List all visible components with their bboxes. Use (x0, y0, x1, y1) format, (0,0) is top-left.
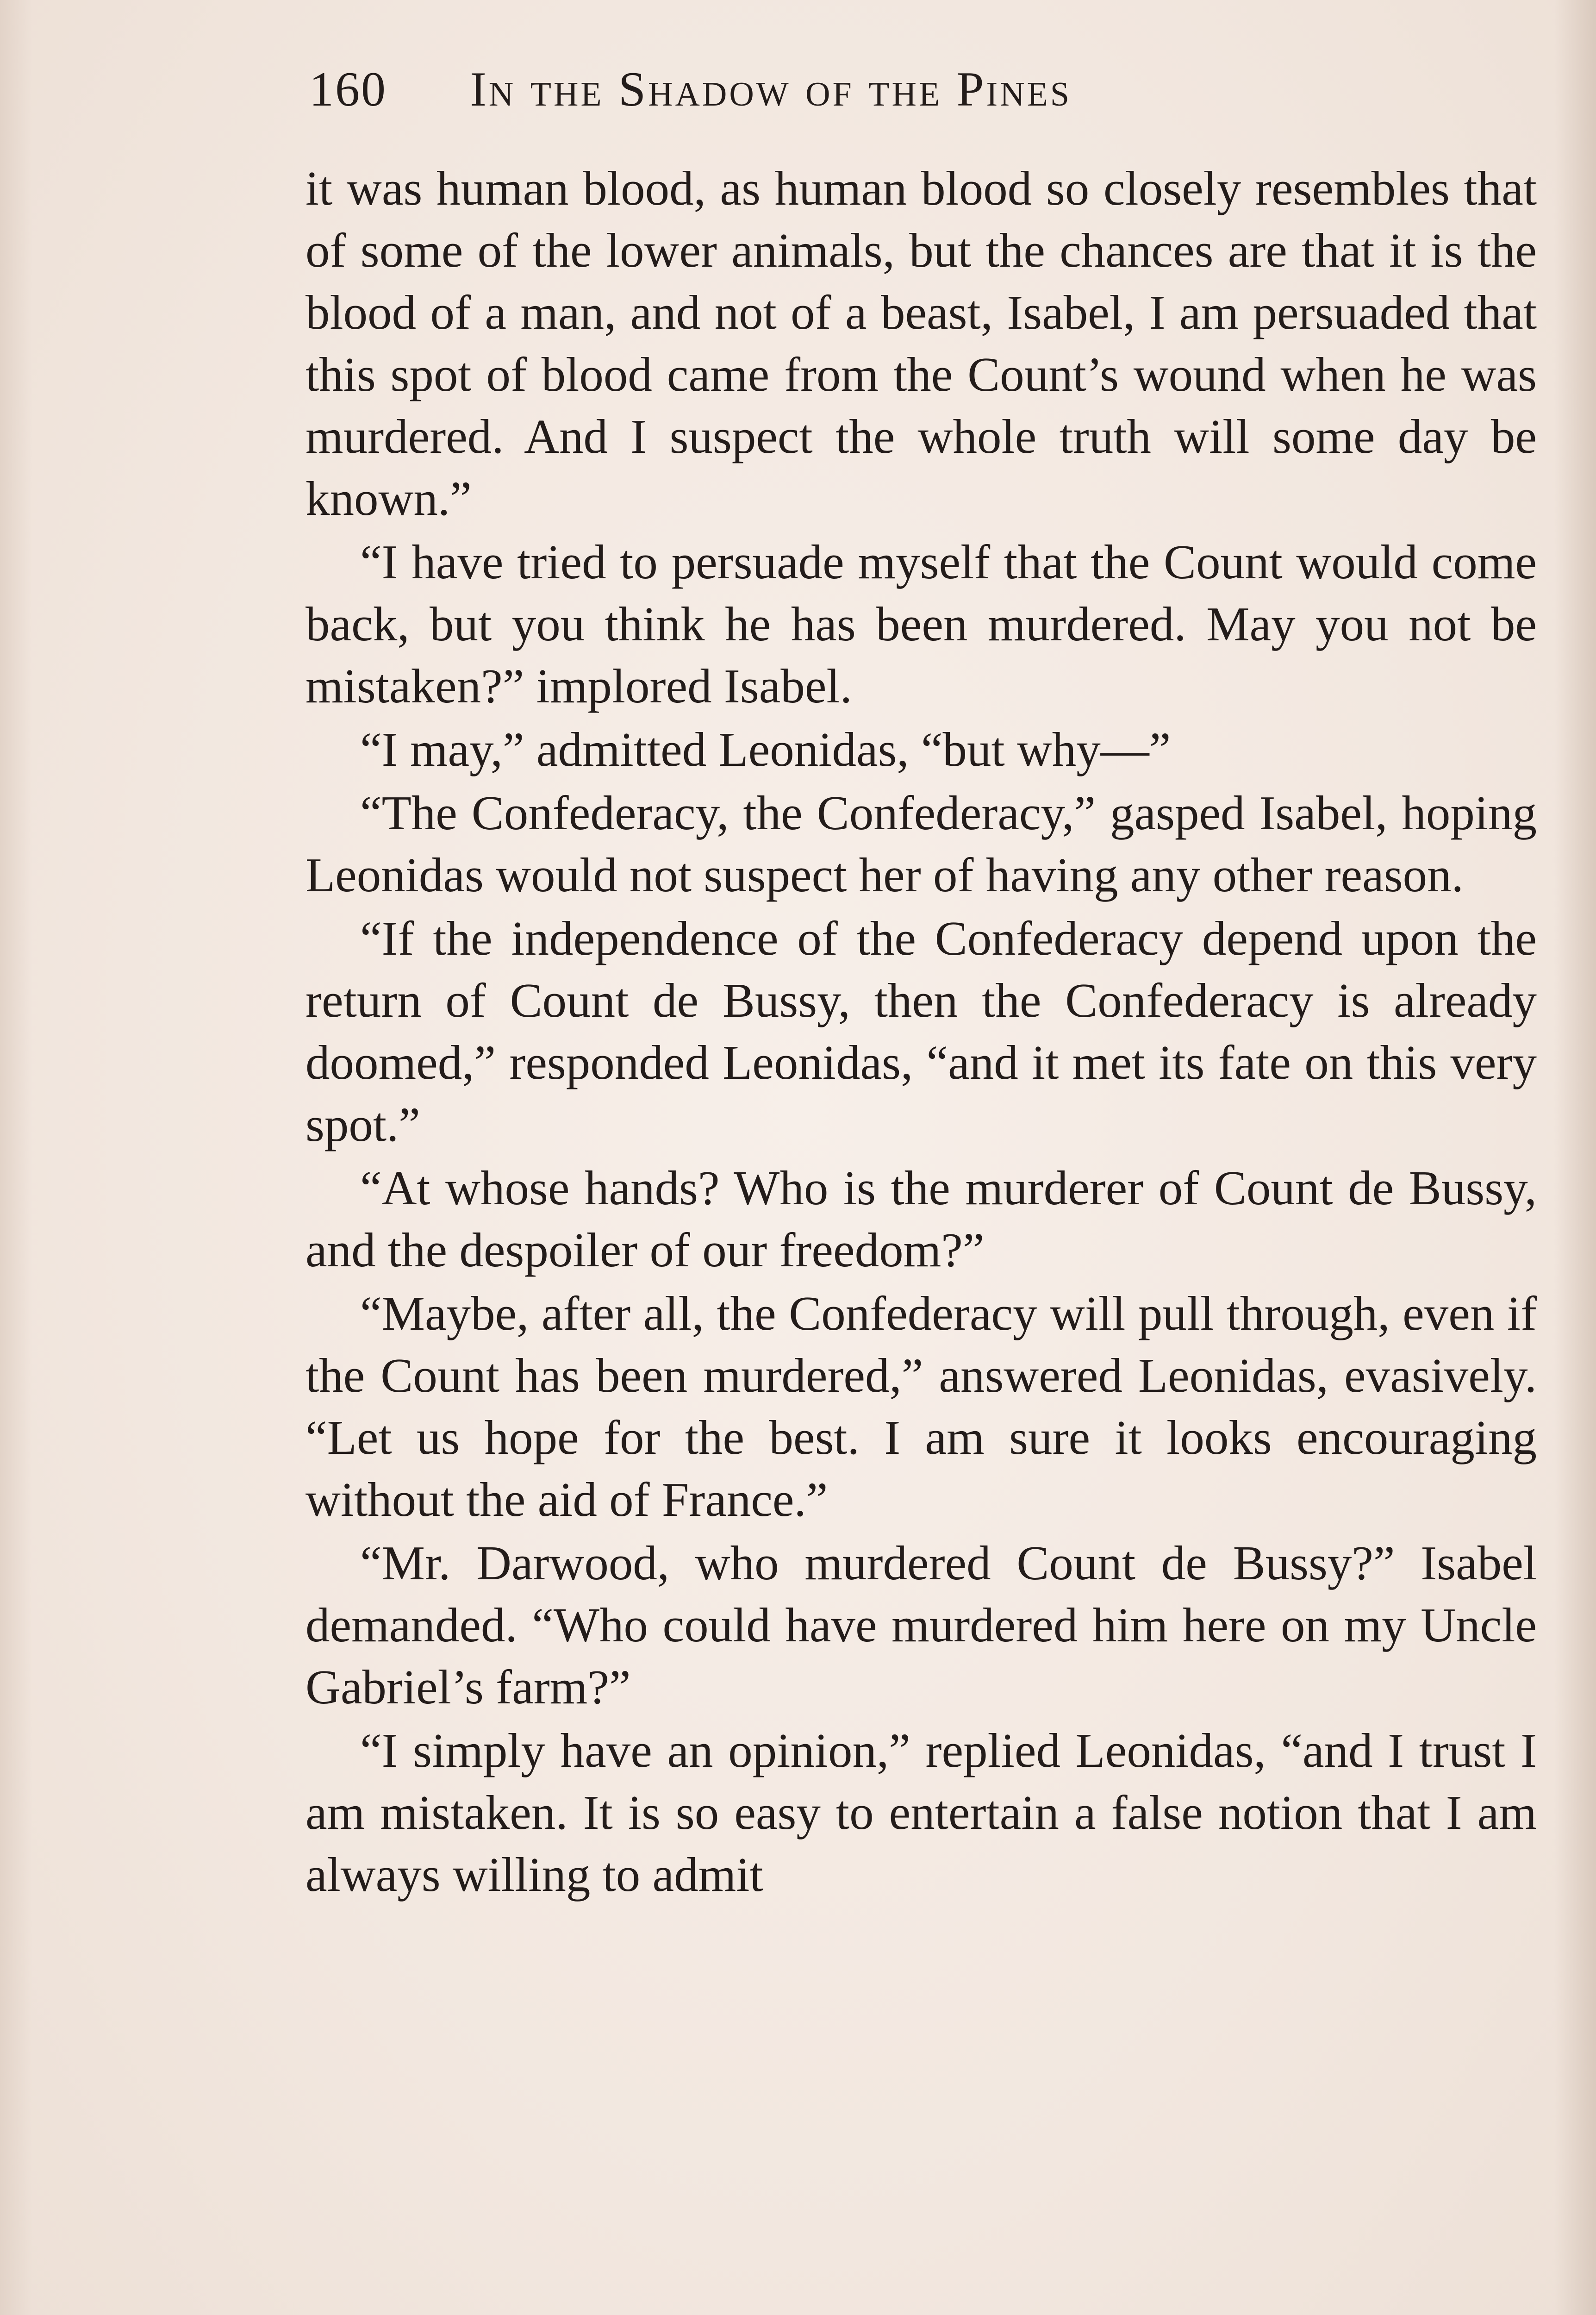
running-head (309, 55, 1328, 124)
paragraph: “Maybe, after all, the Confederacy will pull through, even if the Count has been murdered,” answered Leonidas, evasively. “Let us hope for the best. I am sure it looks encouraging without the aid of France.” (305, 1286, 1537, 1527)
paragraph: “I may,” admitted Leonidas, “but why—” (360, 722, 1171, 776)
paper-edge-shadow-right (1554, 0, 1596, 2315)
paragraph: “If the independence of the Confederacy depend upon the return of Count de Bussy, then the Confederacy is already doomed,” responded Leonidas, “and it met its fate on this very spot.” (305, 911, 1537, 1151)
paragraph: “I have tried to persuade myself that the Count would come back, but you think he has been murdered. May you not be mistaken?” implored Isabel. (305, 535, 1537, 713)
paragraph: “I simply have an opinion,” replied Leonidas, “and I trust I am mistaken. It is so easy to entertain a false notion that I am always willing to admit (305, 1723, 1537, 1902)
body-text (305, 157, 1537, 1907)
paragraph: “At whose hands? Who is the murderer of Count de Bussy, and the despoiler of our freedom?” (305, 1161, 1537, 1277)
paragraph: “The Confederacy, the Confederacy,” gasped Isabel, hoping Leonidas would not suspect her of having any other reason. (305, 786, 1537, 902)
paragraph: “Mr. Darwood, who murdered Count de Bussy?” Isabel demanded. “Who could have murdered him here on my Uncle Gabriel’s farm?” (305, 1536, 1537, 1714)
paper-edge-shadow-left (0, 0, 32, 2315)
page-number: 160 (309, 62, 387, 116)
book-title: In the Shadow of the Pines (470, 62, 1072, 116)
paragraph-continued: it was human blood, as human blood so closely resembles that of some of the lower animals, but the chances are that it is the blood of a man, and not of a beast, Isabel, I am persuaded that this spot of blood came from the Count’s wound when he was murdered. And I suspect the whole truth will some day be known.” (305, 161, 1537, 526)
